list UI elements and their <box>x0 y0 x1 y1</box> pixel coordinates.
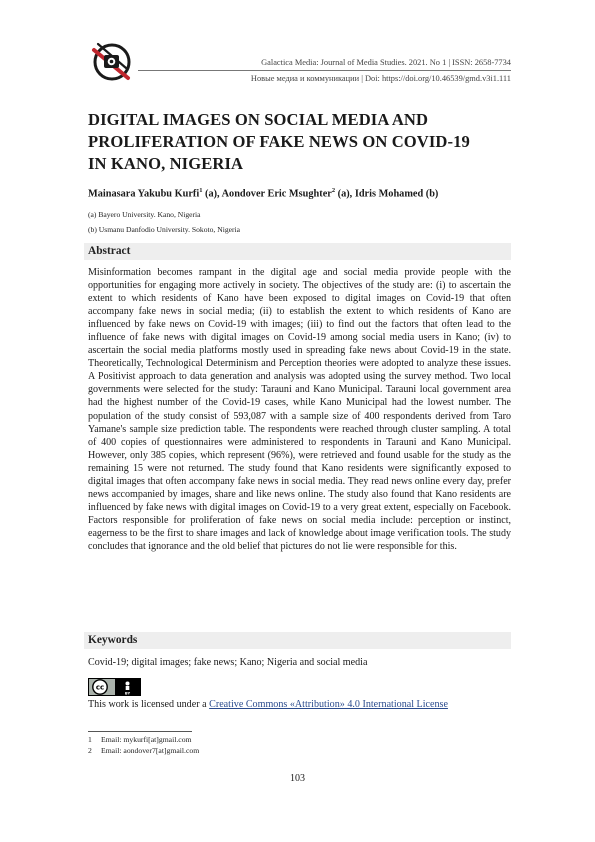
affiliation-a: (a) Bayero University. Kano, Nigeria <box>88 210 201 219</box>
keywords-heading: Keywords <box>84 632 511 649</box>
affiliation-b: (b) Usmanu Danfodio University. Sokoto, Nigeria <box>88 225 240 234</box>
license-statement: This work is licensed under a Creative Commons «Attribution» 4.0 International License <box>88 699 448 710</box>
author-name: Mainasara Yakubu Kurfi <box>88 188 200 200</box>
author-list: Mainasara Yakubu Kurfi$^1$ (a), Aondover Eric Msughter$^2$ (a), Idris Mohamed (b) <box>88 187 439 200</box>
author-name: Idris Mohamed <box>354 188 424 200</box>
author-name: Aondover Eric Msughter <box>221 188 332 200</box>
page-number: 103 <box>290 773 305 784</box>
keywords-text: Covid-19; digital images; fake news; Kano; Nigeria and social media <box>88 657 368 668</box>
license-link[interactable]: Creative Commons «Attribution» 4.0 International License <box>209 699 448 710</box>
footnote-2: 2 Email: aondover7[at]gmail.com <box>88 746 200 755</box>
header-divider <box>138 70 511 71</box>
abstract-text: Misinformation becomes rampant in the digital age and social media provide people with the opportunities for engaging more actively in society. The objectives of the study are: (i) to ascertain the extent to which residents of Kano have been exposed to digital images on Covid-19 that often accompany fake news in social media; (ii) to establish the extent to which residents of Kano are influenced by fake news on Covid-19 with images; (iii) to find out the factors that often lead to the influence of fake news with digital images on Covid-19 among social media users in Kano; (iv) to ascertain the social media platforms mostly used in spreading fake news about Covid-19 in the state. Theoretically, Technological Determinism and Perception theories were adopted to analyze these issues. A Positivist approach to data generation and analysis was adopted using the survey method. Two local governments were selected for the study: Tarauni and Kano Municipal. Tarauni local government area had the highest number of the Covid-19 cases, while Kano Municipal had the lowest number. The population of the study consist of 593,087 with a sample size of 400 respondents derived from Taro Yamane's sample size prediction table. The respondents were reached through cluster sampling. A total of 400 copies of questionnaires were administered to respondents in Tarauni and Kano Municipal. However, only 385 copies, which represent (96%), were retrieved and found usable for the study as the remaining 15 were not returned. The study found that Kano residents were significantly exposed to digital images that often accompany fake news in social media. They read news online every day, prefer news accompanied by images, share and like news online. The study also found that Kano residents are influenced by fake news with digital images on Covid-19 to a very great extent, especially on Facebook. Factors responsible for proliferation of fake news on social media include: perception or instinct, eagerness to be the first to share images and lack of knowledge about image verification tools. The study concludes that ignorance and the old belief that pictures do not lie were responsible for this. <box>88 267 511 552</box>
cc-badge-label: cc <box>95 683 105 692</box>
footnote-1: 1 Email: mykurfi[at]gmail.com <box>88 735 192 744</box>
journal-header <box>251 55 511 87</box>
doi-line: Новые медиа и коммуникации | Doi: https://doi.org/10.46539/gmd.v3i1.111 <box>250 74 511 83</box>
journal-logo-icon <box>88 38 134 84</box>
journal-line: Galactica Media: Journal of Media Studies. 2021. No 1 | ISSN: 2658-7734 <box>261 58 511 67</box>
article-title: DIGITAL IMAGES ON SOCIAL MEDIA AND PROLIFERATION OF FAKE NEWS ON COVID-19 IN KANO, NIGERIA <box>88 110 470 173</box>
cc-by-license-icon[interactable] <box>88 678 141 696</box>
abstract-heading: Abstract <box>84 243 511 260</box>
footnote-divider <box>88 731 192 732</box>
by-badge-label: BY <box>124 691 131 696</box>
